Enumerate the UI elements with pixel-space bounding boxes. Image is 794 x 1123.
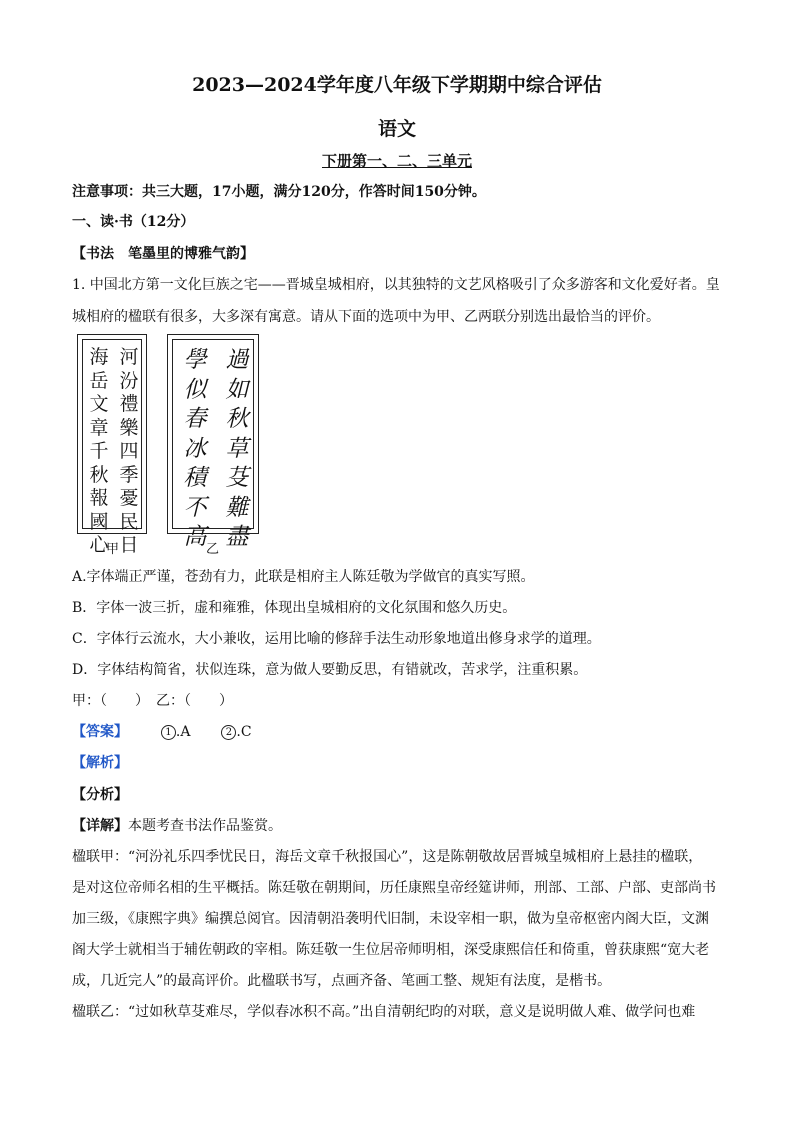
body-line-3: 加三级，《康熙字典》编撰总阅官。因清朝沿袭明代旧制，未设宰相一职，做为皇帝枢密内阁大臣，文渊 [72,911,709,927]
answer-value-1: .A [175,724,191,740]
body-line-2: 是对这位帝师名相的生平概括。陈廷敬在朝期间，历任康熙皇帝经筵讲师，刑部、工部、户部、吏部尚书 [72,880,716,896]
couplet-yi-caption: 乙 [206,542,220,557]
body-line-6: 楹联乙：“过如秋草芟难尽，学似春冰积不高。”出自清朝纪昀的对联，意义是说明做人难、做学问也难 [72,1004,696,1020]
section-heading: 一、读·书（12分） [72,214,195,230]
option-a: A.字体端正严谨，苍劲有力，此联是相府主人陈廷敬为学做官的真实写照。 [72,569,535,585]
exam-title: 2023—2024学年度八年级下学期期中综合评估 [192,74,602,96]
option-b: B．字体一波三折，虚和雍雅，体现出皇城相府的文化氛围和悠久历史。 [72,600,517,616]
notice: 注意事项：共三大题，17小题，满分120分，作答时间150分钟。 [72,184,486,200]
detail-label: 【详解】 [72,818,128,834]
subsection-heading: 【书法 笔墨里的博雅气韵】 [72,246,254,262]
analysis-label: 【解析】 [72,755,128,771]
body-line-5: 成，几近完人”的最高评价。此楹联书写，点画齐备、笔画工整、规矩有法度，是楷书。 [72,973,612,989]
scope-subtitle: 下册第一、二、三单元 [321,152,472,170]
body-line-1: 楹联甲：“河汾礼乐四季忧民日，海岳文章千秋报国心”，这是陈朝敬故居晋城皇城相府上悬挂的楹联， [72,849,703,865]
detail-text: 本题考查书法作品鉴赏。 [128,818,282,834]
answer-row [72,722,732,742]
option-c: C．字体行云流水，大小兼收，运用比喻的修辞手法生动形象地道出修身求学的道理。 [72,631,601,647]
answer-number-1: 1 [161,725,176,740]
couplet-jia-left-column: 海 岳 文 章 千 秋 報 國 心 [89,346,109,556]
fenxi-label: 【分析】 [72,787,128,803]
couplet-yi-image [167,334,259,550]
detail-line [72,816,732,836]
answer-blanks: 甲：（ ） 乙：（ ） [72,693,233,709]
couplet-yi-right-column: 過 如 秋 草 芟 難 盡 [225,347,249,550]
answer-value-2: .C [236,724,252,740]
question-line-1: 1. 中国北方第一文化巨族之宅——晋城皇城相府，以其独特的文艺风格吸引了众多游客和文化爱好者。皇 [72,277,720,293]
couplet-jia-caption: 甲 [106,542,120,557]
body-line-4: 阁大学士就相当于辅佐朝政的宰相。陈廷敬一生位居帝师明相，深受康熙信任和倚重，曾获康熙“宽大老 [72,942,710,958]
question-line-2: 城相府的楹联有很多，大多深有寓意。请从下面的选项中为甲、乙两联分别选出最恰当的评价。 [72,309,660,325]
couplet-jia-image [77,334,147,556]
couplet-jia-right-column: 河 汾 禮 樂 四 季 憂 民 日 [119,346,139,556]
couplet-yi-left-column: 學 似 春 冰 積 不 高 [183,347,207,550]
subject-title: 语文 [377,118,416,140]
option-d: D．字体结构简省，状似连珠，意为做人要勤反思，有错就改，苦求学，注重积累。 [72,662,588,678]
answer-number-2: 2 [221,725,236,740]
answer-label: 【答案】 [72,724,128,740]
